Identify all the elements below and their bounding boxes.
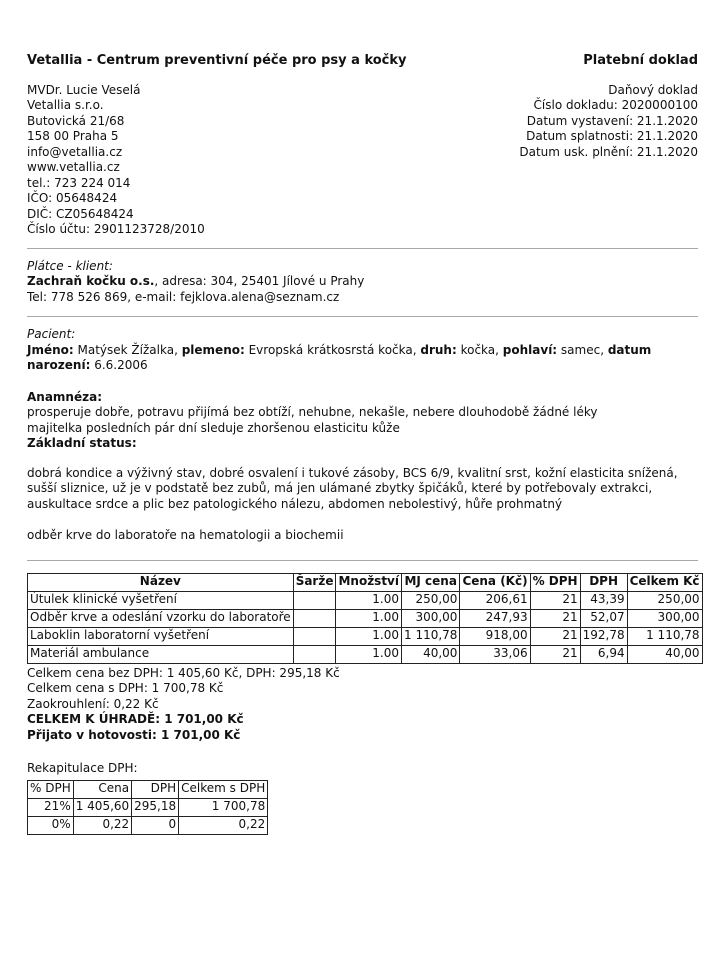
item-batch [293,627,336,645]
patient-section [27,327,698,374]
table-row [28,645,703,663]
item-batch [293,591,336,609]
anamnesis-section [27,390,698,544]
divider [27,248,698,249]
item-price: 206,61 [460,591,530,609]
clinic-line: Vetallia s.r.o. [27,98,104,112]
item-vat: 52,07 [580,609,627,627]
vat-total: 0,22 [179,816,268,834]
vat-header-row [28,780,268,798]
vat-price: 1 405,60 [73,798,131,816]
item-vat: 43,39 [580,591,627,609]
anamnesis-line: prosperuje dobře, potravu přijímá bez obtíží, nehubne, nekašle, nebere dlouhodobě žádné léky [27,405,598,419]
total-cash: Přijato v hotovosti: 1 701,00 Kč [27,727,241,742]
header-details [27,83,698,238]
payer-label: Plátce - klient: [27,258,113,273]
total-rounding: Zaokrouhlení: 0,22 Kč [27,696,159,711]
item-batch [293,645,336,663]
patient-sex: samec, [557,342,608,357]
doc-issue-date: Datum vystavení: 21.1.2020 [526,113,698,128]
item-total: 1 110,78 [627,627,702,645]
doc-number: Číslo dokladu: 2020000100 [533,98,698,112]
item-name: Laboklin laboratorní vyšetření [28,627,294,645]
table-row [28,609,703,627]
item-vat-rate: 21 [530,609,580,627]
table-row [28,798,268,816]
patient-kind-key: druh: [420,342,457,357]
payer-name: Zachraň kočku o.s. [27,274,155,288]
vat-total: 1 700,78 [179,798,268,816]
item-vat: 192,78 [580,627,627,645]
payer-line [27,274,698,290]
clinic-email: info@vetallia.cz [27,144,123,159]
clinic-name: Vetallia - Centrum preventivní péče pro psy a kočky [27,53,407,68]
item-unit-price: 250,00 [402,591,460,609]
anamnesis-title: Anamnéza: [27,389,102,404]
invoice-page [27,53,698,835]
vat-rate: 0% [28,816,74,834]
patient-name-key: Jméno: [27,342,74,357]
status-text: dobrá kondice a výživný stav, dobré osvalení i tukové zásoby, BCS 6/9, kvalitní srst, kožní elasticita snížená, sušší sliznice, už je v podstatě bez zubů, má jen ulámané zbytky špičáků, které by potřebovaly extrakci, auskultace srdce a plic bez patologického nálezu, abdomen nebolestivý, hůře prohmatný [27,465,678,511]
table-row [28,816,268,834]
vat-rate: 21% [28,798,74,816]
document-title: Platební doklad [583,53,698,68]
item-quantity: 1.00 [336,609,402,627]
clinic-ico: IČO: 05648424 [27,191,118,205]
totals-section [27,666,698,744]
item-price: 247,93 [460,609,530,627]
total-net: Celkem cena bez DPH: 1 405,60 Kč, DPH: 295,18 Kč [27,665,340,680]
patient-breed: Evropská krátkosrstá kočka, [244,342,421,357]
vat-col-vat: DPH [132,780,179,798]
anamnesis-line: majitelka posledních pár dní sleduje zhoršenou elasticitu kůže [27,420,400,435]
vat-col-rate: % DPH [28,780,74,798]
item-total: 300,00 [627,609,702,627]
col-quantity: Množství [336,573,402,591]
item-price: 33,06 [460,645,530,663]
status-note: odběr krve do laboratoře na hematologii a biochemii [27,528,344,542]
doc-due-date: Datum splatnosti: 21.1.2020 [526,129,698,143]
clinic-line: 158 00 Praha 5 [27,129,119,143]
col-vat: DPH [580,573,627,591]
vat-amount: 0 [132,816,179,834]
patient-label: Pacient: [27,327,76,341]
item-quantity: 1.00 [336,645,402,663]
item-vat-rate: 21 [530,591,580,609]
vat-price: 0,22 [73,816,131,834]
vat-col-total: Celkem s DPH [179,780,268,798]
vat-recap-title: Rekapitulace DPH: [27,761,138,775]
item-name: Materiál ambulance [28,645,294,663]
patient-birth: 6.6.2006 [90,358,148,372]
table-row [28,591,703,609]
table-row [28,627,703,645]
item-name: Útulek klinické vyšetření [28,591,294,609]
item-quantity: 1.00 [336,627,402,645]
clinic-phone: tel.: 723 224 014 [27,175,131,190]
item-vat-rate: 21 [530,645,580,663]
item-quantity: 1.00 [336,591,402,609]
col-unit-price: MJ cena [402,573,460,591]
patient-line [27,343,698,374]
clinic-line: MVDr. Lucie Veselá [27,82,141,97]
total-due: CELKEM K ÚHRADĚ: 1 701,00 Kč [27,712,244,726]
payer-address: , adresa: 304, 25401 Jílové u Prahy [154,274,365,288]
patient-breed-key: plemeno: [181,342,245,357]
clinic-web: www.vetallia.cz [27,160,120,174]
item-total: 40,00 [627,645,702,663]
invoice-header [27,53,698,69]
vat-amount: 295,18 [132,798,179,816]
doc-supply-date: Datum usk. plnění: 21.1.2020 [519,144,698,159]
patient-name: Matýsek Žížalka, [73,342,182,357]
item-unit-price: 300,00 [402,609,460,627]
total-gross: Celkem cena s DPH: 1 700,78 Kč [27,681,224,695]
divider [27,316,698,317]
item-price: 918,00 [460,627,530,645]
col-name: Název [28,573,294,591]
divider [27,560,698,561]
payer-contact: Tel: 778 526 869, e-mail: fejklova.alena@seznam.cz [27,289,340,304]
items-header-row [28,573,703,591]
items-table [27,573,703,664]
vat-recap-table [27,780,268,835]
item-name: Odběr krve a odeslání vzorku do laboratoře [28,609,294,627]
item-vat: 6,94 [580,645,627,663]
item-unit-price: 40,00 [402,645,460,663]
item-unit-price: 1 110,78 [402,627,460,645]
clinic-line: Butovická 21/68 [27,113,125,128]
item-vat-rate: 21 [530,627,580,645]
clinic-dic: DIČ: CZ05648424 [27,206,134,221]
col-vat-rate: % DPH [530,573,580,591]
col-total: Celkem Kč [627,573,702,591]
col-batch: Šarže [293,573,336,591]
patient-sex-key: pohlaví: [502,342,558,357]
patient-birth-key: datum narození: [27,342,652,372]
clinic-details [27,83,205,238]
clinic-account: Číslo účtu: 2901123728/2010 [27,222,205,236]
item-total: 250,00 [627,591,702,609]
patient-kind: kočka, [456,342,503,357]
status-title: Základní status: [27,436,137,450]
payer-section [27,259,698,306]
vat-col-price: Cena [73,780,131,798]
col-price: Cena (Kč) [460,573,530,591]
document-details [519,83,698,238]
item-batch [293,609,336,627]
doc-type: Daňový doklad [608,82,698,97]
